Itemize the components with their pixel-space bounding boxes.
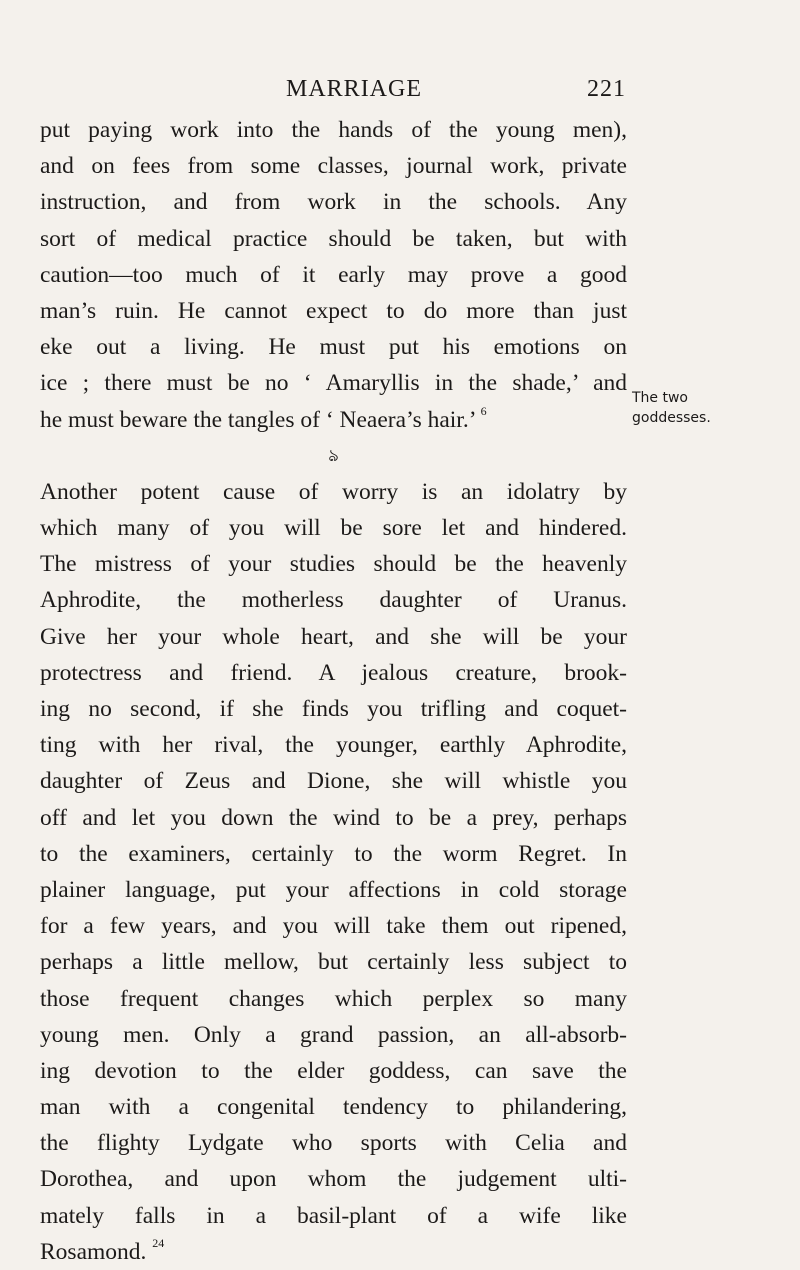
- text-line: for a few years, and you will take them out ripened,: [40, 913, 627, 940]
- text-line: caution—too much of it early may prove a good: [40, 261, 627, 288]
- text-line: put paying work into the hands of the young men),: [40, 117, 627, 143]
- section-ornament: ঌ: [328, 445, 339, 465]
- text-line: the flighty Lydgate who sports with Celia and: [40, 1130, 627, 1157]
- text-line: off and let you down the wind to be a prey, perhaps: [40, 804, 627, 831]
- paragraph-2: [40, 474, 627, 1270]
- text-line: Aphrodite, the motherless daughter of Uranus.: [40, 587, 627, 614]
- text-line: eke out a living. He must put his emotions on: [40, 334, 627, 361]
- paragraph-1: [40, 112, 627, 438]
- text-line: ting with her rival, the younger, earthly Aphrodite,: [40, 732, 627, 759]
- text-line: Dorothea, and upon whom the judgement ulti-: [40, 1166, 627, 1193]
- text-line: man with a congenital tendency to philandering,: [40, 1094, 627, 1121]
- text-line: ing no second, if she finds you trifling and coquet-: [40, 696, 627, 722]
- text-line-last: [40, 402, 627, 438]
- text-line: sort of medical practice should be taken, but with: [40, 225, 627, 252]
- text-line: to the examiners, certainly to the worm Regret. In: [40, 840, 627, 867]
- last-line-text: he must beware the tangles of ‘ Neaera’s hair.’: [40, 406, 475, 433]
- text-line: ice ; there must be no ‘ Amaryllis in the shade,’ and: [40, 370, 627, 397]
- margin-note-line: The two: [632, 390, 688, 406]
- page-number: 221: [587, 76, 626, 102]
- text-line: daughter of Zeus and Dione, she will whistle you: [40, 768, 627, 795]
- text-line: mately falls in a basil-plant of a wife like: [40, 1202, 627, 1229]
- running-head: [286, 76, 626, 116]
- text-line: which many of you will be sore let and hindered.: [40, 515, 627, 542]
- body-text: [40, 112, 627, 1270]
- text-line-last: [40, 1234, 627, 1270]
- last-line-text: Rosamond.: [40, 1238, 147, 1265]
- text-line: perhaps a little mellow, but certainly less subject to: [40, 949, 627, 976]
- text-line: The mistress of your studies should be the heavenly: [40, 551, 627, 578]
- footnote-ref[interactable]: 6: [480, 403, 487, 418]
- text-line: protectress and friend. A jealous creature, brook-: [40, 659, 627, 686]
- margin-note-line: goddesses.: [632, 410, 711, 426]
- text-line: Another potent cause of worry is an idolatry by: [40, 478, 627, 505]
- text-line: and on fees from some classes, journal work, private: [40, 153, 627, 180]
- footnote-ref[interactable]: 24: [152, 1235, 165, 1250]
- running-title: MARRIAGE: [286, 76, 423, 102]
- text-line: man’s ruin. He cannot expect to do more than just: [40, 297, 627, 324]
- margin-note: [632, 388, 792, 428]
- text-line: ing devotion to the elder goddess, can save the: [40, 1057, 627, 1084]
- text-line: plainer language, put your affections in cold storage: [40, 876, 627, 903]
- text-line: young men. Only a grand passion, an all-absorb-: [40, 1021, 627, 1048]
- text-line: Give her your whole heart, and she will be your: [40, 623, 627, 650]
- text-line: instruction, and from work in the schools. Any: [40, 189, 627, 216]
- text-line: those frequent changes which perplex so many: [40, 985, 627, 1012]
